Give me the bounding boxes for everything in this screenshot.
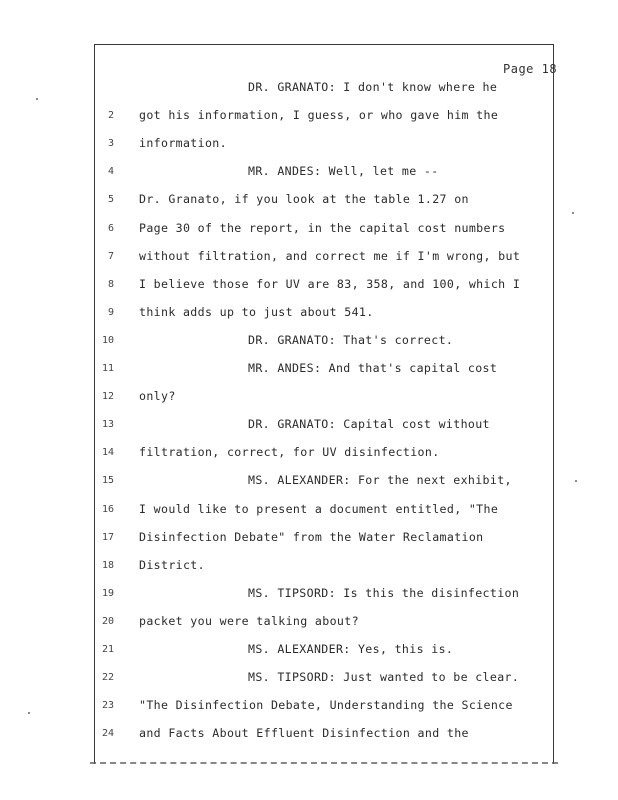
transcript-line [0, 305, 618, 325]
transcript-line [0, 417, 618, 437]
line-text: MS. TIPSORD: Just wanted to be clear. [248, 670, 520, 685]
line-number: 21 [101, 644, 114, 655]
line-number: 10 [101, 334, 114, 346]
scan-speck [28, 712, 30, 714]
line-number: 5 [107, 194, 114, 206]
transcript-line [0, 333, 618, 353]
transcript-line [0, 361, 618, 381]
line-text: information. [139, 136, 227, 151]
line-text: think adds up to just about 541. [139, 304, 374, 319]
line-text: MR. ANDES: And that's capital cost [248, 361, 498, 375]
transcript-line [0, 586, 618, 606]
transcript-line [0, 614, 618, 634]
transcript-line [0, 502, 618, 522]
line-text: MS. ALEXANDER: Yes, this is. [248, 642, 454, 656]
line-number: 9 [107, 306, 114, 318]
line-number: 15 [101, 475, 114, 487]
line-number: 20 [101, 615, 114, 627]
line-text: "The Disinfection Debate, Understanding the Science [139, 698, 513, 713]
transcript-line [0, 445, 618, 465]
line-text: only? [139, 389, 176, 404]
line-number: 2 [107, 110, 114, 122]
line-text: without filtration, and correct me if I'm wrong, but [139, 248, 521, 263]
line-number: 16 [101, 503, 114, 515]
line-text: MS. TIPSORD: Is this the disinfection [248, 585, 520, 600]
line-number: 12 [101, 391, 114, 403]
scan-speck [572, 212, 574, 214]
transcript-line [0, 726, 618, 746]
line-number: 24 [101, 728, 114, 740]
line-text: filtration, correct, for UV disinfection. [139, 445, 440, 460]
line-number: 23 [101, 700, 114, 712]
line-number: 6 [107, 222, 114, 234]
transcript-line [0, 249, 618, 269]
line-number: 7 [107, 250, 114, 262]
line-number: 3 [107, 138, 114, 150]
scan-speck [575, 480, 577, 482]
line-text: DR. GRANATO: Capital cost without [248, 417, 490, 432]
transcript-line [0, 698, 618, 718]
transcript-line [0, 136, 618, 156]
scan-speck [36, 98, 38, 100]
line-text: Page 30 of the report, in the capital cost numbers [139, 220, 506, 235]
transcript-line [0, 389, 618, 409]
line-number: 11 [101, 363, 114, 374]
line-text: I believe those for UV are 83, 358, and 100, which I [139, 276, 521, 291]
line-text: DR. GRANATO: I don't know where he [248, 80, 498, 94]
transcript-line [0, 108, 618, 128]
transcript-line [0, 558, 618, 578]
line-number: 8 [107, 278, 114, 290]
line-text: and Facts About Effluent Disinfection and the [139, 726, 469, 741]
line-text: Dr. Granato, if you look at the table 1.27 on [139, 192, 469, 207]
line-number: 14 [101, 447, 114, 459]
line-text: DR. GRANATO: That's correct. [248, 332, 454, 347]
page-number: Page 18 [503, 62, 558, 76]
line-number: 22 [101, 672, 114, 684]
transcript-line [0, 221, 618, 241]
line-text: packet you were talking about? [139, 613, 359, 628]
line-text: Disinfection Debate" from the Water Reclamation [139, 529, 484, 544]
line-text: got his information, I guess, or who gave him the [139, 108, 499, 123]
transcript-line [0, 80, 618, 100]
line-number: 4 [107, 166, 114, 178]
transcript-line [0, 642, 618, 662]
line-number: 17 [101, 531, 114, 543]
line-text: I would like to present a document entitled, "The [139, 501, 499, 516]
transcript-line [0, 192, 618, 212]
line-text: MR. ANDES: Well, let me -- [248, 164, 439, 179]
line-number: 19 [101, 587, 114, 599]
transcript-line [0, 277, 618, 297]
line-number: 18 [101, 559, 114, 571]
transcript-line [0, 530, 618, 550]
transcript-line [0, 164, 618, 184]
transcript-line [0, 670, 618, 690]
line-text: District. [139, 557, 205, 572]
transcript-line [0, 473, 618, 493]
line-number: 13 [101, 419, 114, 431]
line-text: MS. ALEXANDER: For the next exhibit, [248, 473, 512, 488]
